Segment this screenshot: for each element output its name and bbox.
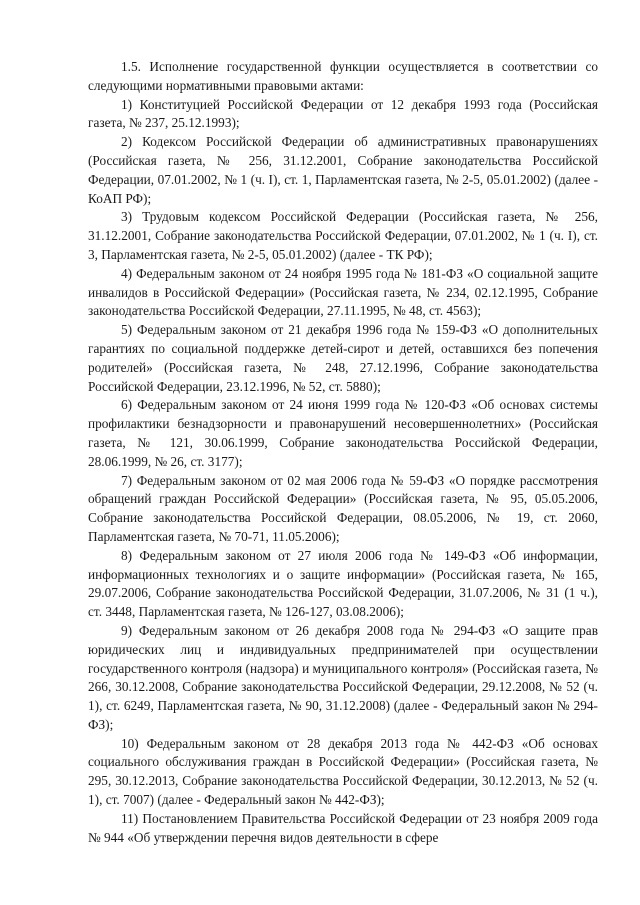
paragraph-intro: 1.5. Исполнение государственной функции осуществляется в соответствии со следующими нормативными правовыми актами: <box>88 59 598 93</box>
list-item-9: 9) Федеральным законом от 26 декабря 2008 года № 294-ФЗ «О защите прав юридических лиц и индивидуальных предпринимателей при осуществлении государственного контроля (надзора) и муниципального контроля» (Российская газета, № 266, 30.12.2008, Собрание законодательства Российской Федерации, 29.12.2008, № 52 (ч. 1), ст. 6249, Парламентская газета, № 90, 31.12.2008) (далее - Федеральный закон № 294-ФЗ); <box>88 622 598 732</box>
list-item-6: 6) Федеральным законом от 24 июня 1999 года № 120-ФЗ «Об основах системы профилактики безнадзорности и правонарушений несовершеннолетних» (Российская газета, № 121, 30.06.1999, Собрание законодательства Российской Федерации, 28.06.1999, № 26, ст. 3177); <box>88 397 598 469</box>
list-item-11: 11) Постановлением Правительства Российской Федерации от 23 ноября 2009 года № 944 «Об утверждении перечня видов деятельности в сфере <box>88 810 598 845</box>
list-item-3: 3) Трудовым кодексом Российской Федерации (Российская газета, № 256, 31.12.2001, Собрание законодательства Российской Федерации, 07.01.2002, № 1 (ч. I), ст. 3, Парламентская газета, № 2-5, 05.01.2002) (далее - ТК РФ); <box>88 209 598 262</box>
list-item-5: 5) Федеральным законом от 21 декабря 1996 года № 159-ФЗ «О дополнительных гарантиях по социальной поддержке детей-сирот и детей, оставшихся без попечения родителей» (Российская газета, № 248, 27.12.1996, Собрание законодательства Российской Федерации, 23.12.1996, № 52, ст. 5880); <box>88 322 598 394</box>
list-item-7: 7) Федеральным законом от 02 мая 2006 года № 59-ФЗ «О порядке рассмотрения обращений граждан Российской Федерации» (Российская газета, № 95, 05.05.2006, Собрание законодательства Российской Федерации, 08.05.2006, № 19, ст. 2060, Парламентская газета, № 70-71, 11.05.2006); <box>88 472 598 544</box>
list-item-2: 2) Кодексом Российской Федерации об административных правонарушениях (Российская газета, № 256, 31.12.2001, Собрание законодательства Российской Федерации, 07.01.2002, № 1 (ч. I), ст. 1, Парламентская газета, № 2-5, 05.01.2002) (далее - КоАП РФ); <box>88 134 598 206</box>
document-page <box>88 58 598 847</box>
list-item-8: 8) Федеральным законом от 27 июля 2006 года № 149-ФЗ «Об информации, информационных технологиях и о защите информации» (Российская газета, № 165, 29.07.2006, Собрание законодательства Российской Федерации, 31.07.2006, № 31 (1 ч.), ст. 3448, Парламентская газета, № 126-127, 03.08.2006); <box>88 547 598 620</box>
list-item-10: 10) Федеральным законом от 28 декабря 2013 года № 442-ФЗ «Об основах социального обслуживания граждан в Российской Федерации» (Российская газета, № 295, 30.12.2013, Собрание законодательства Российской Федерации, 30.12.2013, № 52 (ч. 1), ст. 7007) (далее - Федеральный закон № 442-ФЗ); <box>88 735 598 808</box>
list-item-4: 4) Федеральным законом от 24 ноября 1995 года № 181-ФЗ «О социальной защите инвалидов в Российской Федерации» (Российская газета, № 234, 02.12.1995, Собрание законодательства Российской Федерации, 27.11.1995, № 48, ст. 4563); <box>88 265 598 319</box>
list-item-1: 1) Конституцией Российской Федерации от 12 декабря 1993 года (Российская газета, № 237, 25.12.1993); <box>88 96 598 131</box>
